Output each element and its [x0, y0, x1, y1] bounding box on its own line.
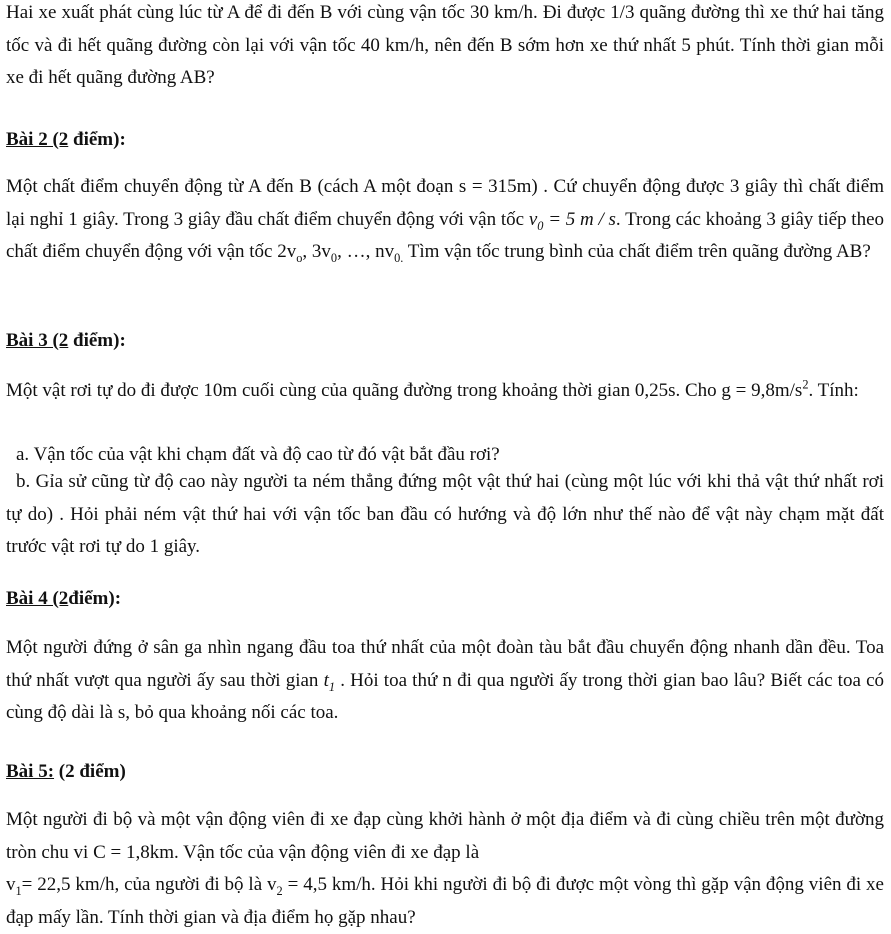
formula-t1-t: t — [323, 669, 329, 691]
p2-part3: , 3v — [302, 241, 331, 262]
problem-3b — [6, 466, 884, 564]
p3-a-text: a. Vận tốc của vật khi chạm đất và độ cao từ đó vật bắt đầu rơi? — [16, 444, 500, 465]
problem-1-body: Hai xe xuất phát cùng lúc từ A để đi đến B với cùng vận tốc 30 km/h. Đi được 1/3 quãng đường thì xe thứ hai tăng tốc và đi hết quãng đường còn lại với vận tốc 40 km/h, nên đến B sớm hơn xe thứ nhất 5 phút. Tính thời gian mỗi xe đi hết quãng đường AB? — [6, 2, 884, 88]
p3-intro-end: . Tính: — [808, 380, 859, 401]
p5-v2-sub: 2 — [276, 883, 283, 898]
problem-2-text — [6, 171, 884, 269]
p2-part4: , …, nv — [337, 241, 395, 262]
p5-part2: = 22,5 km/h, của người đi bộ là v — [21, 874, 277, 895]
formula-t1 — [323, 669, 336, 694]
p5-line1: Một người đi bộ và một vận động viên đi xe đạp cùng khởi hành ở một địa điểm và đi cùng chiều trên một đường tròn chu vi C = 1,8km. Vận tốc của vận động viên đi xe đạp là — [6, 809, 884, 863]
bai-3-heading-rest: điểm): — [68, 330, 126, 351]
formula-v0-rest: = 5 m / s — [543, 208, 616, 230]
bai-5-heading-rest: (2 điểm) — [54, 761, 126, 782]
p4-part1: Một người đứng ở sân ga nhìn ngang đầu toa thứ nhất của một đoàn tàu bắt đầu chuyển động nhanh dần đều. Toa thứ nhất vượt qua người ấy sau thời gian — [6, 637, 884, 691]
p3-intro: Một vật rơi tự do đi được 10m cuối cùng của quãng đường trong khoảng thời gian 0,25s. Cho g = 9,8m/s — [6, 380, 803, 401]
problem-4-text — [6, 632, 884, 730]
bai-2-heading — [6, 126, 126, 154]
p2-part5: Tìm vận tốc trung bình của chất điểm trên quãng đường AB? — [403, 241, 871, 262]
p3-sup: 2 — [802, 377, 809, 392]
p4-part2: . Hỏi toa thứ n đi qua người ấy trong thời gian bao lâu? Biết các toa có cùng độ dài là s, bỏ qua khoảng nối các toa. — [6, 669, 884, 723]
p2-part1: Một chất điểm chuyển động từ A đến B (cách A một đoạn s = 315m) . Cứ chuyển động được 3 giây thì chất điểm lại nghỉ 1 giây. Trong 3 giây đầu chất điểm chuyển động với vận tốc — [6, 176, 884, 230]
formula-v0-v: v — [528, 208, 538, 230]
p5-v1-sub: 1 — [15, 883, 22, 898]
bai-4-heading-rest: điểm): — [68, 588, 122, 609]
formula-t1-sub: 1 — [328, 679, 336, 694]
bai-4-heading — [6, 585, 121, 613]
formula-v0 — [528, 208, 616, 233]
bai-2-heading-label: Bài 2 (2 — [6, 129, 69, 150]
formula-v0-sub: 0 — [537, 218, 544, 233]
problem-3-text — [6, 375, 884, 408]
bai-5-heading — [6, 758, 126, 786]
bai-3-heading-label: Bài 3 (2 — [6, 330, 69, 351]
p2-sub-o: o — [296, 250, 303, 265]
p5-v1: v — [6, 874, 16, 895]
problem-5-text — [6, 804, 884, 934]
bai-2-heading-rest: điểm): — [68, 129, 126, 150]
bai-3-heading — [6, 327, 126, 355]
p2-part2: . Trong các khoảng 3 giây tiếp theo chất điểm chuyển động với vận tốc 2v — [6, 208, 885, 262]
bai-4-heading-label: Bài 4 (2 — [6, 588, 69, 609]
p3-b-text: b. Gỉa sử cũng từ độ cao này người ta ném thẳng đứng một vật thứ hai (cùng một lúc với khi thả vật thứ nhất rơi tự do) . Hỏi phải ném vật thứ hai với vận tốc ban đầu có hướng và độ lớn như thế nào để vật này chạm mặt đất trước vật rơi tự do 1 giây. — [6, 471, 884, 557]
p2-sub-0b: 0. — [394, 250, 404, 265]
problem-1-text — [6, 0, 884, 95]
bai-5-heading-label: Bài 5: — [6, 761, 55, 782]
p2-sub-0: 0 — [330, 250, 338, 265]
p5-part3: = 4,5 km/h. Hỏi khi người đi bộ đi được một vòng thì gặp vận động viên đi xe đạp mấy lần. Tính thời gian và địa điểm họ gặp nhau? — [6, 874, 884, 928]
